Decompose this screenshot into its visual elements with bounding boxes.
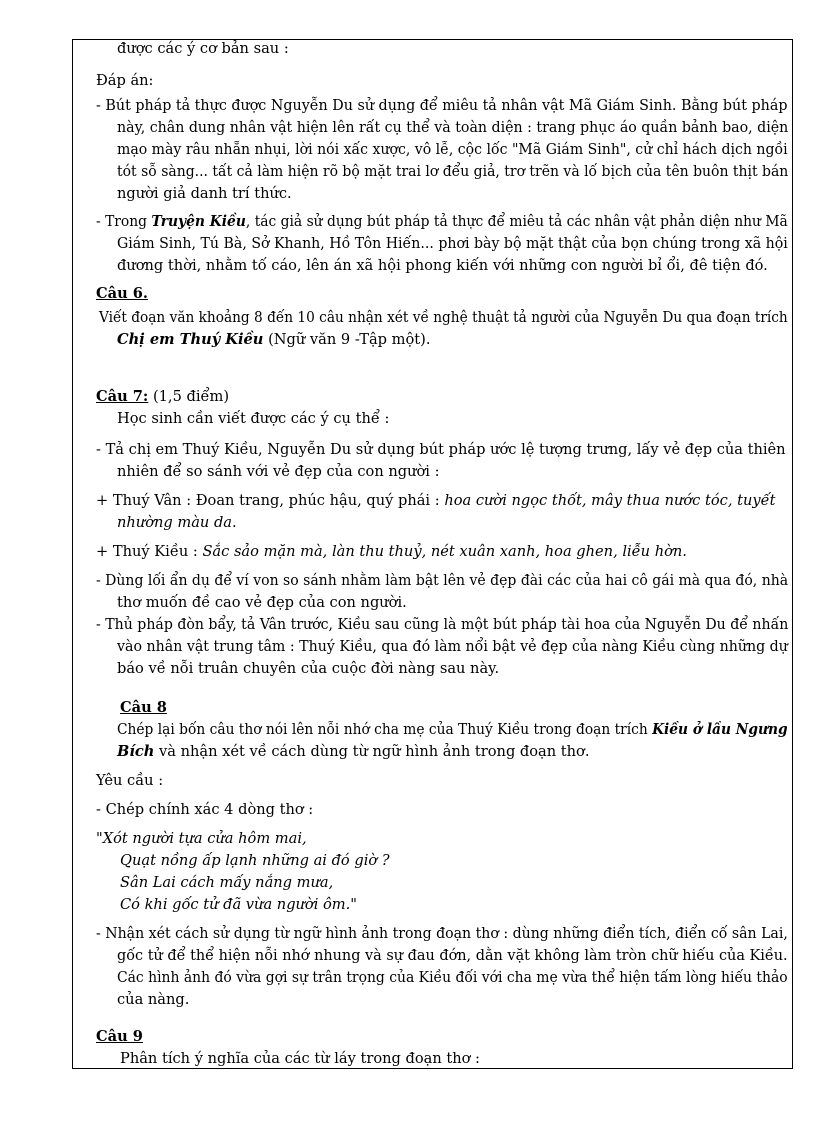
- cau7-a-line-2: nhiên để so sánh với vẻ đẹp của con người :: [117, 463, 440, 480]
- cau8-note-1: - Nhận xét cách sử dụng từ ngữ hình ảnh trong đoạn thơ : dùng những điển tích, điển cố sân Lai,: [96, 925, 788, 942]
- cau7-a-line-1: - Tả chị em Thuý Kiều, Nguyễn Du sử dụng bút pháp ước lệ tượng trưng, lấy vẻ đẹp của thiên: [96, 441, 786, 458]
- p1-line-1: - Bút pháp tả thực được Nguyễn Du sử dụng để miêu tả nhân vật Mã Giám Sinh. Bằng bút pháp: [96, 97, 788, 114]
- p2-line-2: Giám Sinh, Tú Bà, Sở Khanh, Hồ Tôn Hiến... phơi bày bộ mặt thật của bọn chúng trong xã hội: [117, 235, 788, 252]
- cau8-line-2: Bích và nhận xét về cách dùng từ ngữ hình ảnh trong đoạn thơ.: [117, 743, 590, 760]
- p1-line-5: người giả danh trí thức.: [117, 185, 292, 202]
- cau7-e-line-3: báo về nỗi truân chuyên của cuộc đời nàng sau này.: [117, 660, 500, 677]
- poem-line-2: Quạt nồng ấp lạnh những ai đó giờ ?: [120, 852, 390, 869]
- cau6-line-1: Viết đoạn văn khoảng 8 đến 10 câu nhận xét về nghệ thuật tả người của Nguyễn Du qua đoạn trích: [99, 309, 788, 326]
- cau9-heading: Câu 9: [96, 1028, 143, 1045]
- poem-line-1: "Xót người tựa cửa hôm mai,: [96, 830, 307, 847]
- cau7-b-line-2: nhường màu da.: [117, 514, 237, 531]
- cau7-d-line-2: thơ muốn đề cao vẻ đẹp của con người.: [117, 594, 407, 611]
- cau7-c-line: + Thuý Kiều : Sắc sảo mặn mà, làn thu thuỷ, nét xuân xanh, hoa ghen, liễu hờn.: [96, 543, 687, 560]
- cau7-b-line-1: + Thuý Vân : Đoan trang, phúc hậu, quý phái : hoa cười ngọc thốt, mây thua nước tóc, tuyết: [96, 492, 776, 509]
- cau7-e-line-2: vào nhân vật trung tâm : Thuý Kiều, qua đó làm nổi bật vẻ đẹp của nàng Kiều cùng những dự: [117, 638, 788, 655]
- intro-line: được các ý cơ bản sau :: [117, 40, 289, 57]
- answer-label: Đáp án:: [96, 72, 154, 89]
- poem-line-3: Sân Lai cách mấy nắng mưa,: [120, 874, 334, 891]
- cau8-yeu-cau: Yêu cầu :: [96, 772, 164, 789]
- cau7-heading-line: Câu 7: (1,5 điểm): [96, 388, 230, 405]
- cau9-line-1: Phân tích ý nghĩa của các từ láy trong đoạn thơ :: [120, 1050, 480, 1067]
- cau8-chep: - Chép chính xác 4 dòng thơ :: [96, 801, 314, 818]
- poem-line-4: Có khi gốc tử đã vừa người ôm.": [120, 896, 357, 913]
- cau8-heading: Câu 8: [120, 699, 167, 716]
- p1-line-4: tót sỗ sàng... tất cả làm hiện rõ bộ mặt trai lơ đểu giả, trơ trẽn và lố bịch của tên buôn thịt bán: [117, 163, 789, 180]
- cau8-note-2: gốc tử để thể hiện nỗi nhớ nhung và sự đau đớn, dằn vặt không làm tròn chữ hiếu của Kiều.: [117, 947, 788, 964]
- cau7-d-line-1: - Dùng lối ẩn dụ để ví von so sánh nhằm làm bật lên vẻ đẹp đài các của hai cô gái mà qua đó, nhà: [96, 572, 789, 589]
- cau8-line-1: Chép lại bốn câu thơ nói lên nỗi nhớ cha mẹ của Thuý Kiều trong đoạn trích Kiều ở lầu Ngưng: [117, 721, 788, 738]
- cau6-heading: Câu 6.: [96, 285, 148, 302]
- cau6-title: Chị em Thuý Kiều: [117, 331, 264, 348]
- cau8-note-4: của nàng.: [117, 991, 190, 1008]
- p2-book-title: Truyện Kiều: [151, 213, 246, 230]
- cau6-line-2: Chị em Thuý Kiều (Ngữ văn 9 -Tập một).: [117, 331, 431, 348]
- p2-line-1: - Trong Truyện Kiều, tác giả sử dụng bút pháp tả thực để miêu tả các nhân vật phản diện như Mã: [96, 213, 788, 230]
- p1-line-3: mạo mày râu nhẵn nhụi, lời nói xấc xược, vô lễ, cộc lốc "Mã Giám Sinh", cử chỉ hách dịch ngồi: [117, 141, 788, 158]
- cau7-heading: Câu 7:: [96, 388, 149, 405]
- cau8-note-3: Các hình ảnh đó vừa gợi sự trân trọng của Kiều đối với cha mẹ vừa thể hiện tấm lòng hiếu thảo: [117, 969, 788, 986]
- p2-line-3: đương thời, nhằm tố cáo, lên án xã hội phong kiến với những con người bỉ ổi, đê tiện đó.: [117, 257, 768, 274]
- cau7-e-line-1: - Thủ pháp đòn bẩy, tả Vân trước, Kiều sau cũng là một bút pháp tài hoa của Nguyễn Du để nhấn: [96, 616, 789, 633]
- p1-line-2: này, chân dung nhân vật hiện lên rất cụ thể và toàn diện : trang phục áo quần bảnh bao, diện: [117, 119, 789, 136]
- cau7-lead: Học sinh cần viết được các ý cụ thể :: [117, 410, 390, 427]
